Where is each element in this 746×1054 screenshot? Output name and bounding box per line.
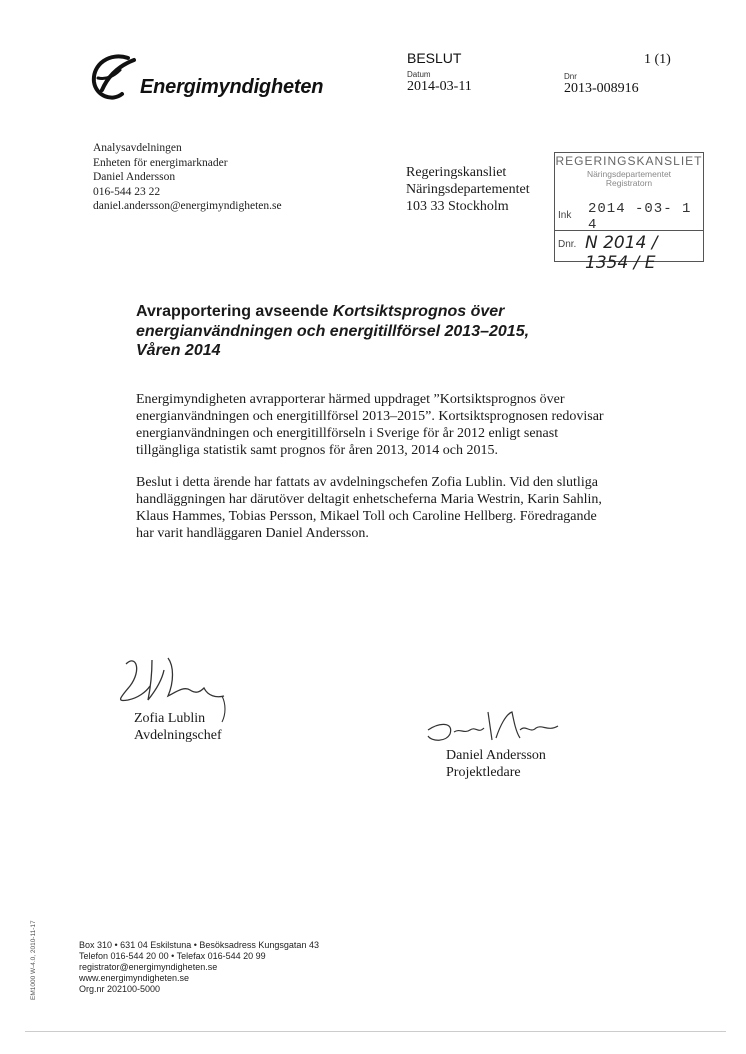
signatory-role: Avdelningschef xyxy=(134,728,222,743)
footer-line: Box 310 • 631 04 Eskilstuna • Besöksadress Kungsgatan 43 xyxy=(79,940,319,950)
body-paragraph: Beslut i detta ärende har fattats av avdelningschefen Zofia Lublin. Vid den slutliga handläggningen har därutöver deltagit enhetscheferna Maria Westrin, Karin Sahlin, Klaus Hammes, Tobias Persson, Mikael Toll och Caroline Hellberg. Föredragande har varit handläggaren Daniel Andersson. xyxy=(136,475,602,541)
stamp-unit: Registratorn xyxy=(605,178,653,188)
signatory-role: Projektledare xyxy=(446,765,521,780)
sender-email: daniel.andersson@energimyndigheten.se xyxy=(93,200,282,212)
date-value: 2014-03-11 xyxy=(407,79,472,94)
doc-type: BESLUT xyxy=(407,50,462,66)
title-prefix: Avrapportering avseende xyxy=(136,303,333,320)
dnr-value: 2013-008916 xyxy=(564,81,639,96)
stamp-org: REGERINGSKANSLIET xyxy=(555,154,703,168)
footer-website: www.energimyndigheten.se xyxy=(79,973,190,983)
signatory-name: Zofia Lublin xyxy=(134,711,206,726)
stamp-dnr-handwritten: N 2014 / 1354 / E xyxy=(585,233,658,273)
title-italic: Kortsiktsprognos över energianvändningen och energitillförsel 2013–2015, Våren 2014 xyxy=(136,303,530,359)
recipient-line: 103 33 Stockholm xyxy=(406,199,509,214)
registry-stamp xyxy=(554,152,704,273)
document-title xyxy=(136,302,576,361)
stamp-ink-date: 2014 -03- 1 4 xyxy=(588,201,692,233)
page-number: 1 (1) xyxy=(644,52,671,67)
recipient-line: Näringsdepartementet xyxy=(406,182,530,197)
sender-line: Daniel Andersson xyxy=(93,171,176,183)
footer-contact xyxy=(79,940,319,995)
stamp-ink-label: Ink xyxy=(558,210,572,221)
footer-line: Telefon 016-544 20 00 • Telefax 016-544 20 99 xyxy=(79,951,266,961)
signatory-name: Daniel Andersson xyxy=(446,748,546,763)
stamp-dept: Näringsdepartementet xyxy=(586,169,672,179)
footer-divider xyxy=(25,1031,726,1032)
org-logo xyxy=(88,50,348,108)
body-paragraph: Energimyndigheten avrapporterar härmed uppdraget ”Kortsiktsprognos över energianvändningen och energitillförsel 2013–2015”. Kortsiktsprognosen redovisar energianvändningen och energitillförseln i Sverige för år 2012 enligt senast tillgängliga statistik samt prognos för åren 2013, 2014 och 2015. xyxy=(136,392,604,458)
stamp-divider xyxy=(555,230,703,231)
dnr-label: Dnr xyxy=(564,72,577,81)
sender-block xyxy=(93,141,282,214)
sender-line: 016-544 23 22 xyxy=(93,185,161,198)
sender-line: Enheten för energimarknader xyxy=(93,156,228,169)
org-name: Energimyndigheten xyxy=(140,76,324,98)
form-code: EM1000 W-4.0, 2010-11-17 xyxy=(30,920,37,1000)
signature-daniel-andersson-icon xyxy=(420,708,565,746)
sender-line: Analysavdelningen xyxy=(93,142,182,154)
stamp-dnr-label: Dnr. xyxy=(558,239,577,250)
footer-email: registrator@energimyndigheten.se xyxy=(79,962,218,972)
footer-line: Org.nr 202100-5000 xyxy=(79,984,161,994)
date-label: Datum xyxy=(407,70,431,79)
energimyndigheten-logo-icon xyxy=(88,50,140,106)
recipient-block xyxy=(406,164,530,215)
recipient-line: Regeringskansliet xyxy=(406,165,507,180)
